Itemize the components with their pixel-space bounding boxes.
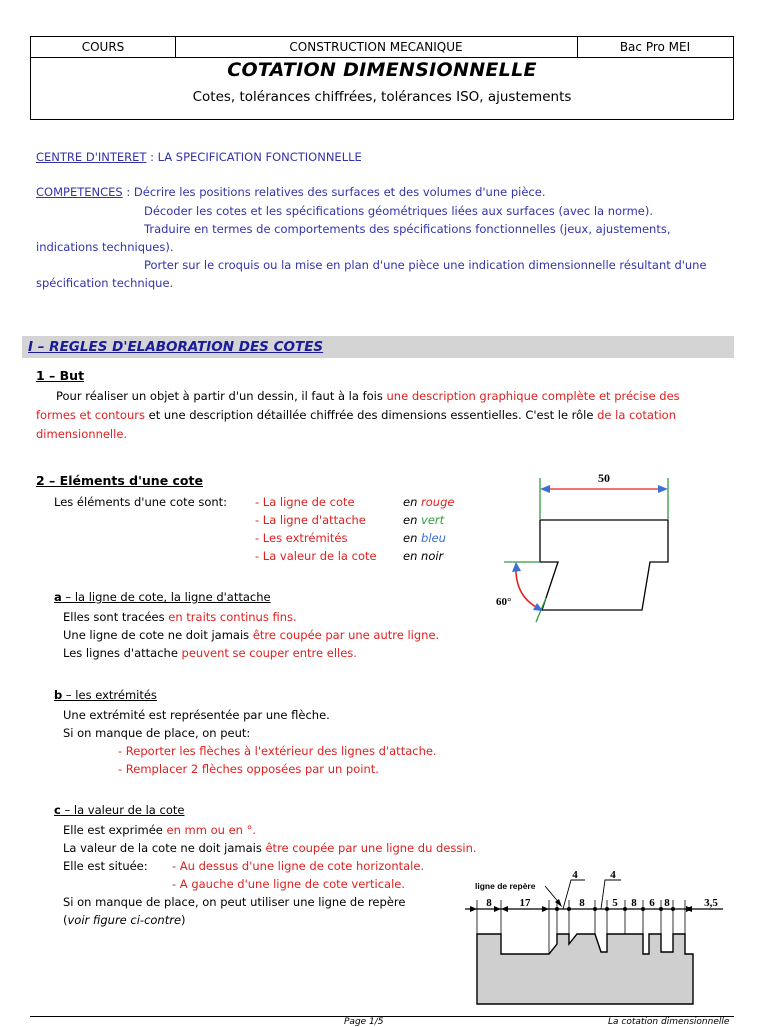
- chain-value-1: 8: [486, 897, 492, 909]
- chain-value-8: 6: [649, 897, 655, 909]
- competences-sep: :: [122, 185, 134, 199]
- chain-arrow-1: [470, 906, 477, 912]
- arrow-right: [658, 485, 668, 493]
- a-l2-red: être coupée par une autre ligne.: [252, 628, 440, 642]
- c-l6-post: ): [181, 913, 186, 927]
- b-line2: Si on manque de place, on peut:: [63, 726, 251, 740]
- a-l1-pre: Elles sont tracées: [63, 610, 169, 624]
- heading-elements: 2 – Eléments d'une cote: [36, 473, 203, 488]
- leader-label-arrow: [555, 899, 562, 907]
- header-box: [30, 36, 734, 120]
- element-item-color: [403, 549, 443, 563]
- dot-4: [605, 907, 609, 911]
- subheading-b-letter: b: [54, 688, 63, 702]
- dot-1: [555, 907, 559, 911]
- c-line5: Si on manque de place, on peut utiliser une ligne de repère: [63, 895, 406, 909]
- c-l1-red: en mm ou en °.: [166, 823, 257, 837]
- chain-value-4: 4: [610, 869, 616, 881]
- c-line4-red: - A gauche d'une ligne de cote verticale.: [172, 877, 406, 891]
- c-l3-pre: Elle est située:: [63, 859, 148, 873]
- chain-value-7: 8: [631, 897, 637, 909]
- c-line6: [63, 913, 186, 927]
- competences-line4a: Porter sur le croquis ou la mise en plan d'une pièce une indication dimensionnelle résultant d'une: [144, 258, 707, 272]
- but-l2-post: et une description détaillée chiffrée des dimensions essentielles. C'est le rôle: [144, 408, 598, 422]
- centre-sep: :: [146, 150, 158, 164]
- competences-line4b: spécification technique.: [36, 276, 174, 290]
- c-line2: [63, 841, 477, 855]
- but-line3: dimensionnelle.: [36, 427, 128, 441]
- subheading-c: [54, 803, 184, 817]
- a-line1: [63, 610, 297, 624]
- element-item-label: - La valeur de la cote: [255, 549, 377, 563]
- dot-7: [659, 907, 663, 911]
- part-outline: [540, 520, 668, 610]
- but-l2-red2: de la cotation: [597, 408, 676, 422]
- dimension-value: 50: [598, 471, 610, 485]
- leader-label: ligne de repère: [475, 881, 536, 891]
- subheading-a-title: – la ligne de cote, la ligne d'attache: [61, 590, 271, 604]
- subheading-c-title: – la valeur de la cote: [60, 803, 185, 817]
- element-item-color: [403, 531, 446, 545]
- competences-line2: Décoder les cotes et les spécifications géométriques liées aux surfaces (avec la norme).: [144, 204, 654, 218]
- element-item-color: [403, 495, 454, 509]
- but-line1: [56, 389, 680, 403]
- element-item-color: [403, 513, 444, 527]
- c-l6-pre: (: [63, 913, 68, 927]
- subheading-a: [54, 590, 271, 604]
- competences-label: COMPETENCES: [36, 185, 123, 199]
- chain-arrow-3: [501, 906, 508, 912]
- dot-2: [567, 907, 571, 911]
- b-line4: - Remplacer 2 flèches opposées par un point.: [118, 762, 379, 776]
- section-title: I – REGLES D'ELABORATION DES COTES: [28, 339, 324, 355]
- a-line3: [63, 646, 357, 660]
- but-line2: [36, 408, 676, 422]
- element-item-color-word: bleu: [421, 531, 446, 545]
- heading-but: 1 – But: [36, 368, 85, 383]
- element-item-color-word: rouge: [421, 495, 455, 509]
- c-l2-red: être coupée par une ligne du dessin.: [265, 841, 477, 855]
- competences-line3b: indications techniques).: [36, 240, 174, 254]
- header-course: COURS: [31, 37, 176, 57]
- element-item-color-word: vert: [421, 513, 445, 527]
- element-item-color-word: noir: [421, 549, 444, 563]
- b-line3: - Reporter les flèches à l'extérieur des lignes d'attache.: [118, 744, 437, 758]
- angle-arrow-top: [512, 562, 521, 572]
- but-l1-pre: Pour réaliser un objet à partir d'un dessin, il faut à la fois: [56, 389, 387, 403]
- c-l2-pre: La valeur de la cote ne doit jamais: [63, 841, 266, 855]
- but-l1-red: une description graphique complète et précise des: [386, 389, 680, 403]
- dot-8: [671, 907, 675, 911]
- centre-value: LA SPECIFICATION FONCTIONNELLE: [157, 150, 362, 164]
- element-item-en: en: [403, 531, 418, 545]
- subheading-a-letter: a: [54, 590, 62, 604]
- centre-interet: [36, 150, 362, 164]
- part-profile: [477, 934, 693, 1004]
- chain-value-9: 8: [664, 897, 670, 909]
- centre-label: CENTRE D'INTERET: [36, 150, 147, 164]
- c-line1: [63, 823, 256, 837]
- subheading-b-title: – les extrémités: [62, 688, 157, 702]
- chain-value-5: 8: [579, 897, 585, 909]
- page-title: COTATION DIMENSIONNELLE: [227, 59, 537, 81]
- a-line2: [63, 628, 439, 642]
- competences-line1: [36, 185, 546, 199]
- c-line3-red: - Au dessus d'une ligne de cote horizontale.: [172, 859, 425, 873]
- subheading-c-letter: c: [54, 803, 61, 817]
- element-item-en: en: [403, 549, 418, 563]
- header-subject: CONSTRUCTION MECANIQUE: [175, 37, 578, 57]
- chain-value-6: 5: [612, 897, 618, 909]
- angle-value: 60°: [496, 596, 512, 608]
- header-row: [31, 37, 733, 58]
- element-item-en: en: [403, 495, 418, 509]
- element-item-label: - La ligne de cote: [255, 495, 355, 509]
- chain-arrow-2: [494, 906, 501, 912]
- chain-arrow-4: [542, 906, 549, 912]
- c-line3: [63, 859, 148, 873]
- c-l1-pre: Elle est exprimée: [63, 823, 167, 837]
- figure-ligne-repere: [465, 868, 727, 1008]
- leader-line-2: [601, 880, 621, 909]
- subheading-b: [54, 688, 157, 702]
- dot-5: [623, 907, 627, 911]
- but-l2-red: formes et contours: [36, 408, 145, 422]
- a-l2-pre: Une ligne de cote ne doit jamais: [63, 628, 253, 642]
- dot-6: [641, 907, 645, 911]
- chain-value-3: 4: [572, 869, 578, 881]
- b-line1: Une extrémité est représentée par une flèche.: [63, 708, 330, 722]
- angle-arrow-bottom: [533, 603, 543, 611]
- header-level: Bac Pro MEI: [619, 40, 691, 54]
- elements-intro: Les éléments d'une cote sont:: [54, 495, 228, 509]
- chain-value-10: 3,5: [704, 897, 718, 909]
- element-item-label: - Les extrémités: [255, 531, 348, 545]
- chain-value-2: 17: [519, 897, 531, 909]
- a-l3-pre: Les lignes d'attache: [63, 646, 182, 660]
- arrow-left: [540, 485, 550, 493]
- footer-title: La cotation dimensionnelle: [608, 1017, 730, 1027]
- a-l3-red: peuvent se couper entre elles.: [181, 646, 357, 660]
- footer-page: Page 1/5: [344, 1017, 384, 1027]
- competences-line3a: Traduire en termes de comportements des spécifications fonctionnelles (jeux, ajustements,: [144, 222, 671, 236]
- figure-cote-elements: [490, 460, 690, 630]
- c-l6-italic: voir figure ci-contre: [67, 913, 182, 927]
- element-item-label: - La ligne d'attache: [255, 513, 366, 527]
- a-l1-red: en traits continus fins.: [168, 610, 297, 624]
- competences-text1: Décrire les positions relatives des surfaces et des volumes d'une pièce.: [133, 185, 546, 199]
- element-item-en: en: [403, 513, 418, 527]
- dot-3: [593, 907, 597, 911]
- page-subtitle: Cotes, tolérances chiffrées, tolérances ISO, ajustements: [192, 89, 572, 105]
